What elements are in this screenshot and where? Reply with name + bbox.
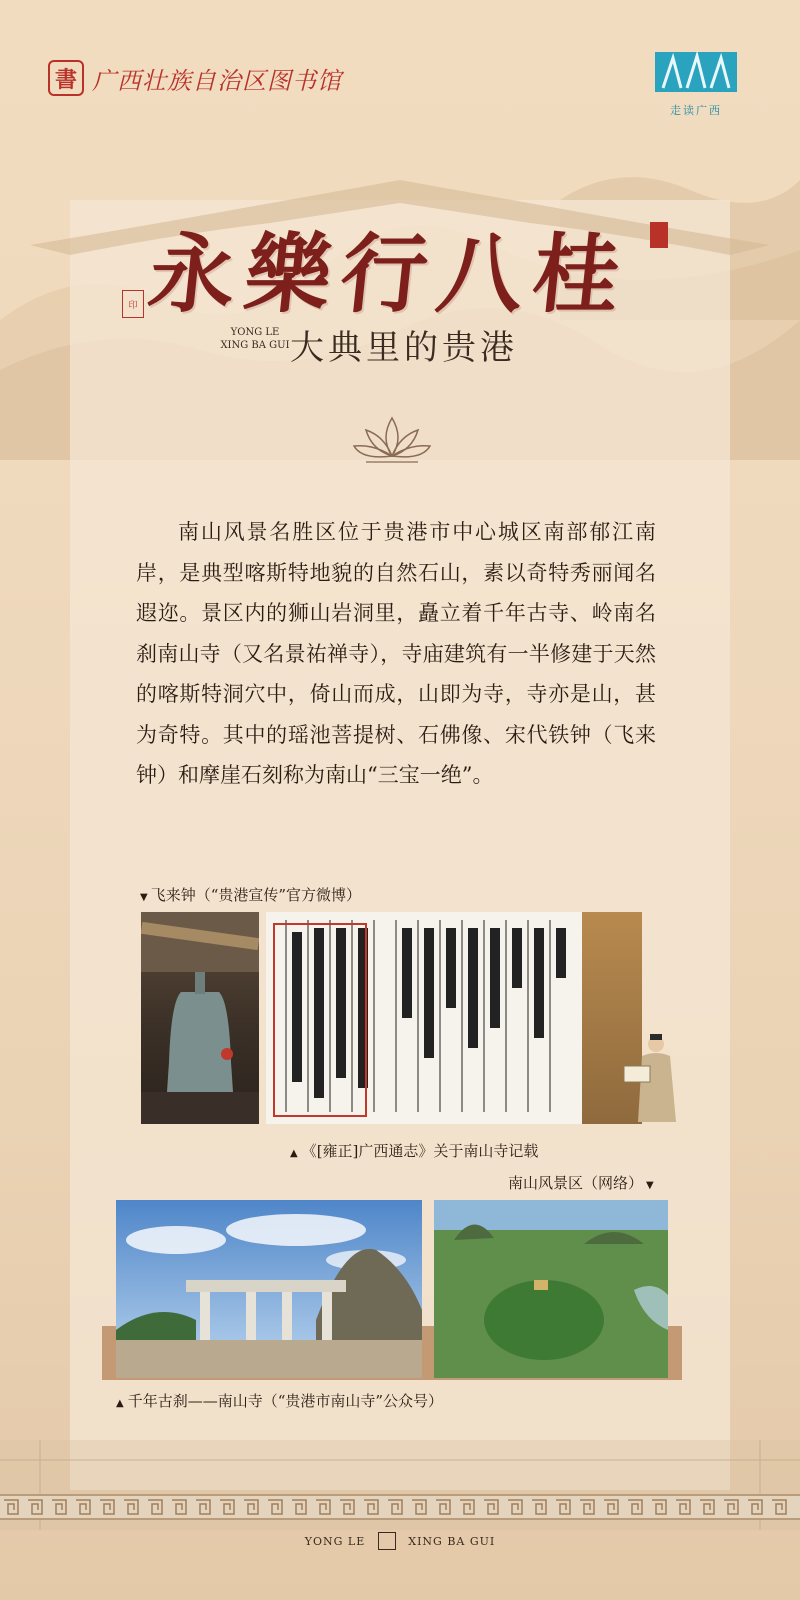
aerial-photo <box>434 1200 668 1378</box>
title-seal-left: 印 <box>122 290 144 318</box>
scenic-caption: 南山风景区（网络） ▼ <box>508 1172 654 1193</box>
decorative-border <box>0 1494 800 1520</box>
brand-caption: 走读广西 <box>670 104 722 117</box>
library-name: 广西壮族自治区图书馆 <box>92 66 342 95</box>
brand-logo <box>650 48 742 118</box>
temple-caption: ▲ 千年古刹——南山寺（“贵港市南山寺”公众号） <box>116 1390 443 1411</box>
bell-photo <box>141 912 259 1124</box>
main-title: 永樂行八桂 <box>143 224 635 325</box>
subtitle: 大典里的贵港 <box>290 328 518 368</box>
scholar-illustration <box>618 1030 688 1130</box>
footer-seal-icon <box>378 1532 396 1550</box>
document-caption: ▲ 《[雍正]广西通志》关于南山寺记载 <box>290 1140 538 1161</box>
lotus-icon <box>352 410 432 470</box>
intro-paragraph: 南山风景名胜区位于贵港市中心城区南部郁江南岸，是典型喀斯特地貌的自然石山，素以奇特秀丽闻名遐迩。景区内的狮山岩洞里，矗立着千年古寺、岭南名刹南山寺（又名景祐禅寺），寺庙建筑有一半修建于天然的喀斯特洞穴中，倚山而成，山即为寺，寺亦是山，甚为奇特。其中的瑶池菩提树、石佛像、宋代铁钟（飞来钟）和摩崖石刻称为南山“三宝一绝”。 <box>136 520 656 787</box>
footer <box>0 1532 800 1550</box>
library-logo <box>48 60 342 96</box>
bell-caption: ▼ 飞来钟（“贵港宣传”官方微博） <box>140 884 361 905</box>
footer-left-text: YONG LE <box>304 1534 366 1548</box>
temple-photo <box>116 1200 422 1378</box>
gazetteer-document <box>266 912 582 1124</box>
title-seal-right <box>650 222 668 248</box>
title-english: YONG LE XING BA GUI <box>220 327 290 351</box>
book-logo-icon <box>653 48 739 96</box>
footer-right-text: XING BA GUI <box>408 1534 496 1548</box>
library-seal: 書 <box>48 60 84 96</box>
